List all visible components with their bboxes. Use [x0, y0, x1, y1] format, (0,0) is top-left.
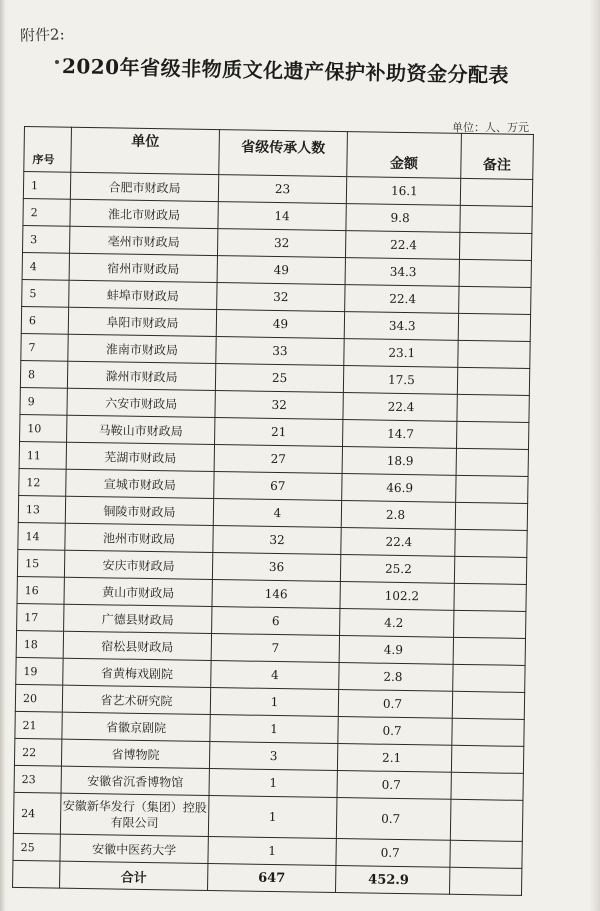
row-count: 7	[211, 634, 339, 663]
row-amount: 22.4	[345, 231, 459, 260]
header-amount: 金额	[347, 132, 462, 179]
row-amount: 18.9	[342, 447, 456, 476]
row-remark	[459, 259, 531, 287]
row-index: 2	[23, 198, 70, 226]
row-unit: 池州市财政局	[65, 523, 213, 552]
row-unit: 蚌埠市财政局	[69, 280, 217, 309]
row-unit: 马鞍山市财政局	[67, 415, 215, 444]
row-count: 1	[208, 836, 336, 865]
row-count: 32	[217, 283, 345, 312]
row-unit: 滁州市财政局	[67, 361, 215, 390]
row-index: 15	[17, 549, 64, 577]
row-unit: 省艺术研究院	[62, 685, 210, 714]
row-count: 1	[210, 688, 338, 717]
row-amount: 23.1	[344, 339, 458, 368]
allocation-table	[12, 126, 534, 896]
row-unit: 合肥市财政局	[70, 172, 218, 201]
row-unit: 铜陵市财政局	[65, 496, 213, 525]
row-remark	[454, 583, 526, 611]
row-index: 21	[15, 711, 62, 739]
row-index: 9	[20, 387, 67, 415]
row-remark	[458, 313, 530, 341]
row-remark	[454, 610, 526, 638]
allocation-table-wrapper	[12, 126, 534, 896]
row-remark	[453, 637, 525, 665]
row-unit: 宿松县财政局	[63, 631, 211, 660]
row-unit: 省博物院	[61, 739, 209, 768]
row-amount: 0.7	[338, 717, 452, 746]
row-remark	[460, 205, 532, 233]
row-index: 6	[21, 306, 68, 334]
row-remark	[459, 286, 531, 314]
row-index: 3	[23, 225, 70, 253]
row-remark	[450, 799, 523, 841]
row-count: 1	[210, 714, 338, 743]
row-amount: 22.4	[341, 528, 455, 557]
row-index: 24	[13, 792, 61, 834]
row-count: 4	[213, 499, 341, 528]
row-index: 14	[18, 522, 65, 550]
row-index: 18	[16, 630, 63, 658]
row-remark	[451, 772, 523, 800]
row-remark	[455, 529, 527, 557]
page-edge-shadow-left	[0, 0, 6, 911]
row-count: 27	[214, 445, 342, 474]
row-index: 8	[20, 360, 67, 388]
row-count: 3	[209, 741, 337, 770]
row-count: 49	[216, 310, 344, 339]
row-amount: 0.7	[336, 838, 450, 867]
row-amount: 22.4	[343, 393, 457, 422]
table-header-row	[24, 127, 534, 180]
row-remark	[452, 718, 524, 746]
row-count: 14	[218, 202, 346, 231]
row-unit: 黄山市财政局	[64, 577, 212, 606]
row-count: 146	[212, 580, 340, 609]
row-unit: 安徽省沉香博物馆	[61, 766, 209, 795]
row-count: 67	[214, 472, 342, 501]
row-remark	[451, 745, 523, 773]
header-count: 省级传承人数	[219, 130, 348, 177]
row-index: 12	[19, 468, 66, 496]
row-remark	[455, 502, 527, 530]
row-remark	[457, 394, 529, 422]
row-unit: 六安市财政局	[67, 388, 215, 417]
row-amount: 34.3	[344, 312, 458, 341]
row-remark	[459, 232, 531, 260]
table-body	[13, 172, 533, 869]
row-amount: 14.7	[343, 420, 457, 449]
row-amount: 102.2	[340, 582, 454, 611]
row-amount: 2.8	[339, 663, 453, 692]
total-index-cell	[13, 860, 60, 888]
row-unit: 宿州市财政局	[69, 253, 217, 282]
row-remark	[457, 367, 529, 395]
row-count: 6	[212, 607, 340, 636]
row-count: 1	[208, 795, 337, 838]
row-amount: 17.5	[343, 366, 457, 395]
row-amount: 0.7	[336, 797, 451, 840]
row-amount: 9.8	[346, 204, 460, 233]
title-bullet	[55, 60, 59, 64]
total-amount: 452.9	[335, 865, 449, 894]
row-count: 25	[215, 364, 343, 393]
row-remark	[456, 475, 528, 503]
row-amount: 0.7	[338, 690, 452, 719]
row-amount: 4.9	[339, 636, 453, 665]
row-index: 25	[13, 833, 60, 861]
row-count: 4	[211, 661, 339, 690]
row-unit: 亳州市财政局	[70, 226, 218, 255]
total-remark-cell	[449, 867, 521, 895]
row-remark	[458, 340, 530, 368]
row-index: 1	[23, 172, 70, 200]
unit-note: 单位：人、万元	[452, 121, 529, 134]
row-unit: 淮北市财政局	[70, 199, 218, 228]
header-index: 序号	[24, 127, 72, 173]
row-unit: 省黄梅戏剧院	[63, 658, 211, 687]
row-index: 11	[19, 441, 66, 469]
row-count: 36	[212, 553, 340, 582]
row-amount: 22.4	[345, 285, 459, 314]
row-remark	[460, 178, 532, 206]
total-count: 647	[208, 863, 336, 892]
row-index: 10	[20, 414, 67, 442]
row-amount: 46.9	[342, 474, 456, 503]
row-unit: 广德县财政局	[64, 604, 212, 633]
row-count: 49	[217, 256, 345, 285]
row-unit: 宣城市财政局	[66, 469, 214, 498]
page-edge-shadow-right	[590, 0, 600, 911]
row-unit: 阜阳市财政局	[68, 307, 216, 336]
header-unit: 单位	[71, 127, 220, 174]
document-title: 2020年省级非物质文化遗产保护补助资金分配表	[61, 54, 510, 88]
row-remark	[456, 421, 528, 449]
row-amount: 16.1	[346, 177, 460, 206]
row-unit: 安徽新华发行（集团）控股有限公司	[60, 793, 209, 836]
row-remark	[453, 664, 525, 692]
row-remark	[454, 556, 526, 584]
row-count: 32	[215, 391, 343, 420]
row-unit: 淮南市财政局	[68, 334, 216, 363]
row-remark	[450, 840, 522, 868]
row-count: 32	[213, 526, 341, 555]
row-index: 19	[16, 657, 63, 685]
row-amount: 0.7	[337, 771, 451, 800]
row-amount: 4.2	[340, 609, 454, 638]
row-index: 17	[17, 603, 64, 631]
row-amount: 2.8	[341, 501, 455, 530]
row-unit: 安庆市财政局	[64, 550, 212, 579]
row-index: 13	[18, 495, 65, 523]
row-index: 23	[14, 765, 61, 793]
row-count: 33	[216, 337, 344, 366]
row-count: 21	[215, 418, 343, 447]
row-remark	[452, 691, 524, 719]
row-index: 7	[21, 333, 68, 361]
row-index: 4	[22, 252, 69, 280]
row-index: 22	[14, 738, 61, 766]
row-count: 1	[209, 768, 337, 797]
attachment-label: 附件2:	[19, 25, 65, 45]
row-amount: 2.1	[337, 744, 451, 773]
total-label: 合计	[60, 861, 208, 890]
row-unit: 芜湖市财政局	[66, 442, 214, 471]
row-unit: 安徽中医药大学	[60, 834, 208, 863]
row-index: 16	[17, 576, 64, 604]
header-remark: 备注	[461, 133, 534, 179]
row-unit: 省徽京剧院	[62, 712, 210, 741]
row-count: 32	[217, 229, 345, 258]
row-remark	[456, 448, 528, 476]
row-index: 5	[22, 279, 69, 307]
row-index: 20	[15, 684, 62, 712]
row-amount: 25.2	[340, 555, 454, 584]
row-count: 23	[218, 175, 346, 204]
row-amount: 34.3	[345, 258, 459, 287]
